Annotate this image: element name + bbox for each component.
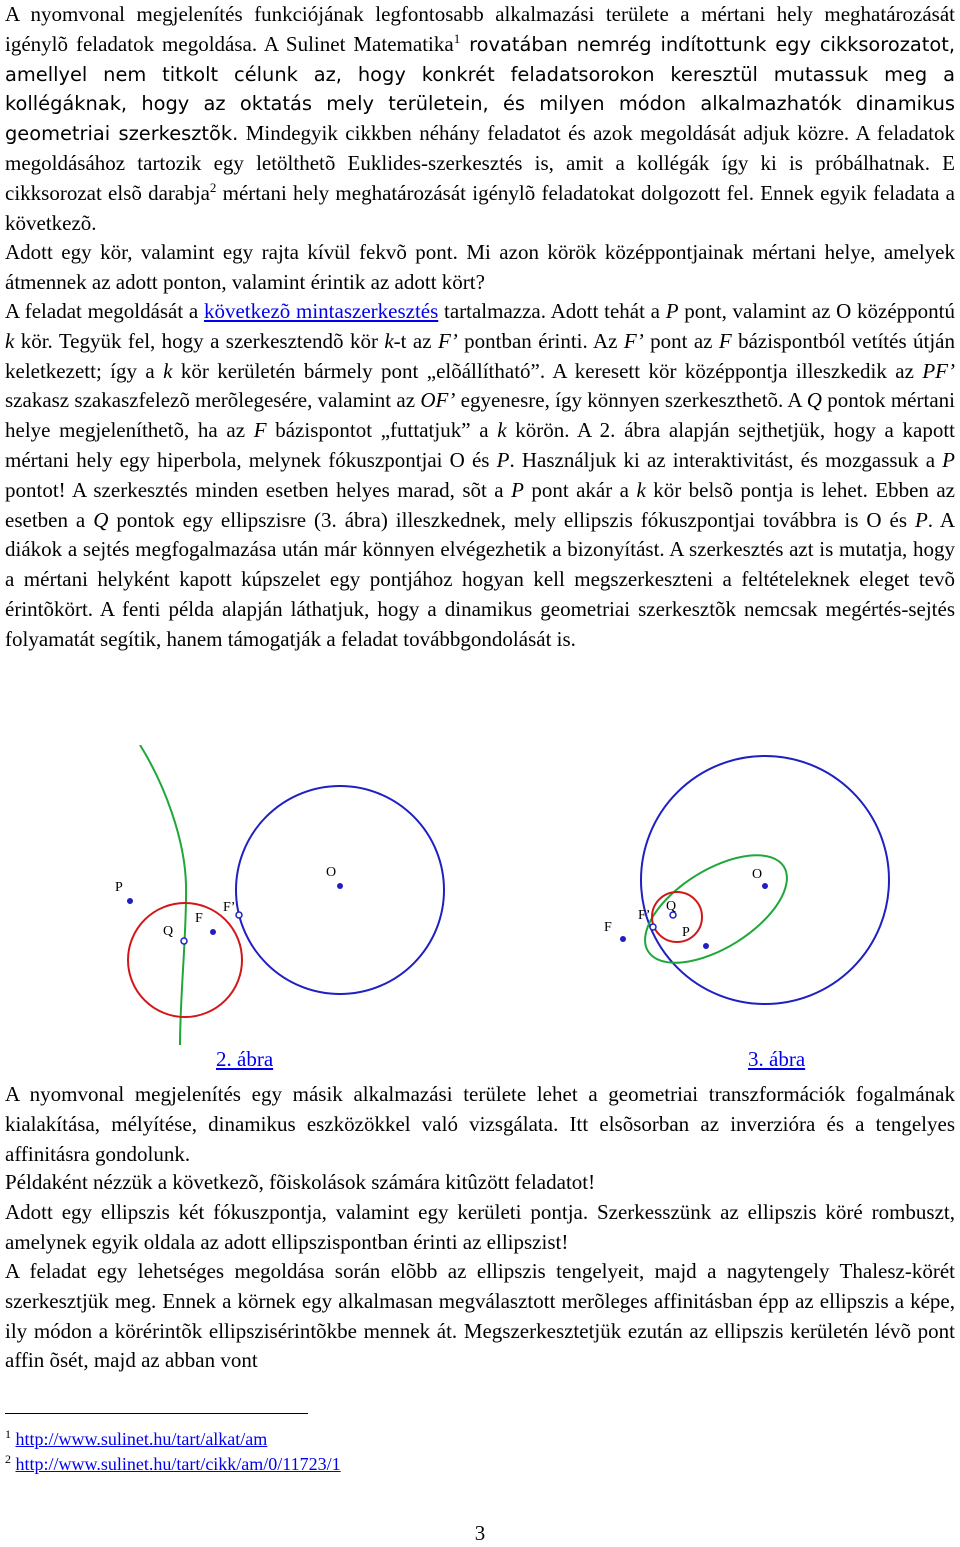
paragraph-text: kör belsõ pontja is lehet. Ebben az esetben a bbox=[5, 477, 955, 532]
paragraph-solution bbox=[5, 297, 955, 655]
symbol-P: P bbox=[496, 447, 510, 472]
paragraph-text: -t az bbox=[393, 328, 438, 353]
page-number: 3 bbox=[474, 1521, 486, 1545]
symbol-Q: Q bbox=[93, 507, 109, 532]
point-F-prime[interactable] bbox=[236, 912, 242, 918]
paragraph-problem: Adott egy kör, valamint egy rajta kívül fekvõ pont. Mi azon körök középpontjainak mértani helye, amelyek átmennek az adott ponton, valamint érintik az adott kört? bbox=[5, 240, 955, 294]
footnote-1 bbox=[5, 1428, 267, 1450]
symbol-k: k bbox=[384, 328, 394, 353]
label-P: P bbox=[115, 880, 123, 895]
symbol-PF-prime: PF’ bbox=[922, 358, 955, 383]
symbol-k: k bbox=[497, 418, 507, 443]
paragraph-text: szakasz szakaszfelezõ merõlegesére, valamint az bbox=[5, 388, 421, 413]
paragraph-solution-2: A feladat egy lehetséges megoldása során elõbb az ellipszis tengelyeit, majd a nagytengely Thalesz-körét szerkesztjük meg. Ennek a körnek egy alkalmasan megválasztott merõleges affinitásban épp az ellipszis a képe, ily módon a körérintõk ellipszisérintõkbe mennek át. Megszerkesztetjük ezután az ellipszis kerületén lévõ pont affin õsét, majd az abban vont bbox=[5, 1259, 955, 1373]
footnote-number: 2 bbox=[5, 1452, 11, 1466]
symbol-P: P bbox=[914, 507, 928, 532]
paragraph-text: pont az bbox=[643, 328, 719, 353]
point-O[interactable] bbox=[762, 883, 768, 889]
paragraph-text: A nyomvonal megjelenítés funkciójának legfontosabb alkalmazási területe a mértani hely meghatározását igénylõ feladatok megoldása. A Sulinet Matematika bbox=[5, 2, 955, 56]
footnote-ref-1[interactable]: 1 bbox=[453, 30, 461, 46]
paragraph-text: Mindegyik cikkben néhány feladatot és azok megoldását adjuk közre. A feladatok megoldásához tartozik egy letölthetõ Euklides-szerkesztés is, amit a kollégák így ki is próbálhatnak. E cikksorozat elsõ darabja bbox=[5, 121, 956, 205]
point-Q[interactable] bbox=[181, 938, 187, 944]
label-F-prime: F’ bbox=[223, 900, 236, 915]
paragraph-text: . A diákok a sejtés megfogalmazása után már könnyen elvégezhetik a bizonyítást. A szerkesztés azt is mutatja, hogy a mértani helyként kapott kúpszelet egy pontjához hogyan kell megszerkeszteni a feltételeknek eleget tevõ érintõkört. A fenti példa alapján láthatjuk, hogy a dinamikus geometriai szerkesztõk nemcsak megértés-sejtés folyamatát segítik, hanem támogatják a feladat továbbgondolását is. bbox=[5, 507, 955, 651]
symbol-F-prime: F’ bbox=[623, 328, 644, 353]
paragraph-text: rovatában nemrég indítottunk egy cikksorozatot, amellyel nem titkolt célunk az, hogy konkrét feladatsorokon keresztül mutassuk meg a kollégáknak, hogy az oktatás mely területein, és milyen módon alkalmazhatók dinamikus geometriai szerkesztõk. bbox=[5, 32, 955, 146]
point-O[interactable] bbox=[337, 883, 343, 889]
paragraph-transformations: A nyomvonal megjelenítés egy másik alkalmazási területe lehet a geometriai transzformációk fogalmának kialakítása, mélyítése, dinamikus eszközökkel való vizsgálata. Itt elsõsorban az inverzióra és a tengelyes affinitásra gondolunk. bbox=[5, 1082, 955, 1166]
label-F: F bbox=[604, 920, 612, 935]
figure-3-caption[interactable]: 3. ábra bbox=[748, 1047, 806, 1071]
paragraph-text: mértani hely meghatározását igénylõ feladatokat dolgozott fel. Ennek egyik feladata a következõ. bbox=[5, 180, 955, 235]
figure-2-hyperbola bbox=[0, 745, 480, 1045]
footnote-divider bbox=[5, 1413, 308, 1414]
paragraph-text: kör kerületén bármely pont „elõállítható”. A keresett kör középpontja illeszkedik az bbox=[172, 358, 923, 383]
symbol-P: P bbox=[665, 299, 679, 323]
paragraph-text: bázispontot „futtatjuk” a bbox=[266, 418, 498, 443]
sample-construction-link[interactable]: következõ mintaszerkesztés bbox=[203, 299, 439, 323]
figure-2-caption[interactable]: 2. ábra bbox=[216, 1047, 274, 1071]
paragraph-intro bbox=[5, 0, 955, 238]
label-O: O bbox=[326, 865, 337, 880]
label-Q: Q bbox=[163, 924, 174, 939]
symbol-F-prime: F’ bbox=[437, 328, 458, 353]
label-O: O bbox=[752, 867, 763, 882]
symbol-k: k bbox=[5, 328, 15, 353]
paragraph-task: Adott egy ellipszis két fókuszpontja, valamint egy kerületi pontja. Szerkesszünk az ellipszis köré rombuszt, amelynek egyik oldala az adott ellipszispontban érinti az ellipszist! bbox=[5, 1200, 955, 1254]
paragraph-text: pontok mértani helye megjeleníthetõ, ha az bbox=[5, 388, 955, 443]
paragraph-text: pont akár a bbox=[523, 477, 637, 502]
point-P[interactable] bbox=[127, 898, 133, 904]
paragraph-text: bázispontból vetítés útján keletkezett; így a bbox=[5, 328, 955, 383]
symbol-k: k bbox=[636, 477, 646, 502]
symbol-P: P bbox=[511, 477, 524, 502]
label-Q: Q bbox=[666, 899, 677, 914]
paragraph-text: körön. A 2. ábra alapján sejthetjük, hogy a kapott mértani hely egy hiperbola, melynek fókuszpontjai O és bbox=[5, 418, 956, 472]
footnote-number: 1 bbox=[5, 1427, 11, 1441]
symbol-OF-prime: OF’ bbox=[420, 388, 456, 413]
symbol-Q: Q bbox=[806, 388, 822, 413]
paragraph-text: egyenesre, így könnyen szerkeszthetõ. A bbox=[455, 388, 807, 413]
point-P[interactable] bbox=[703, 943, 709, 949]
footnote-link[interactable]: http://www.sulinet.hu/tart/alkat/am bbox=[15, 1429, 268, 1449]
figure-3-ellipse bbox=[480, 745, 960, 1045]
symbol-F: F bbox=[253, 418, 267, 443]
paragraph-text: tartalmazza. Adott tehát a bbox=[438, 299, 666, 323]
point-F[interactable] bbox=[210, 929, 216, 935]
label-F-prime: F’ bbox=[638, 908, 651, 923]
circle-k bbox=[641, 756, 889, 1004]
hyperbola-branch bbox=[140, 745, 186, 1045]
footnote-2 bbox=[5, 1453, 341, 1475]
symbol-k: k bbox=[163, 358, 173, 383]
label-F: F bbox=[195, 911, 203, 926]
paragraph-example: Példaként nézzük a következõ, fõiskolások számára kitûzött feladatot! bbox=[5, 1170, 596, 1194]
point-F-prime[interactable] bbox=[650, 924, 656, 930]
footnote-ref-2[interactable]: 2 bbox=[209, 179, 217, 195]
point-F[interactable] bbox=[620, 936, 626, 942]
circle-red bbox=[652, 892, 702, 942]
paragraph-text: A feladat megoldását a bbox=[5, 299, 204, 323]
paragraph-text: pontot! A szerkesztés minden esetben helyes marad, sõt a bbox=[5, 477, 512, 502]
symbol-F: F bbox=[718, 328, 732, 353]
paragraph-text: pontban érinti. Az bbox=[457, 328, 624, 353]
paragraph-text: pont, valamint az O középpontú bbox=[678, 299, 955, 323]
label-P: P bbox=[682, 925, 690, 940]
paragraph-text: pontok egy ellipszisre (3. ábra) illeszkednek, mely ellipszis fókuszpontjai továbbra is O és bbox=[108, 507, 915, 532]
footnote-link[interactable]: http://www.sulinet.hu/tart/cikk/am/0/11723/1 bbox=[15, 1454, 341, 1474]
paragraph-text: kör. Tegyük fel, hogy a szerkesztendõ kör bbox=[14, 328, 385, 353]
paragraph-text: . Használjuk ki az interaktivitást, és mozgassuk a bbox=[509, 447, 943, 472]
symbol-P: P bbox=[942, 447, 955, 472]
circle-k bbox=[236, 786, 444, 994]
